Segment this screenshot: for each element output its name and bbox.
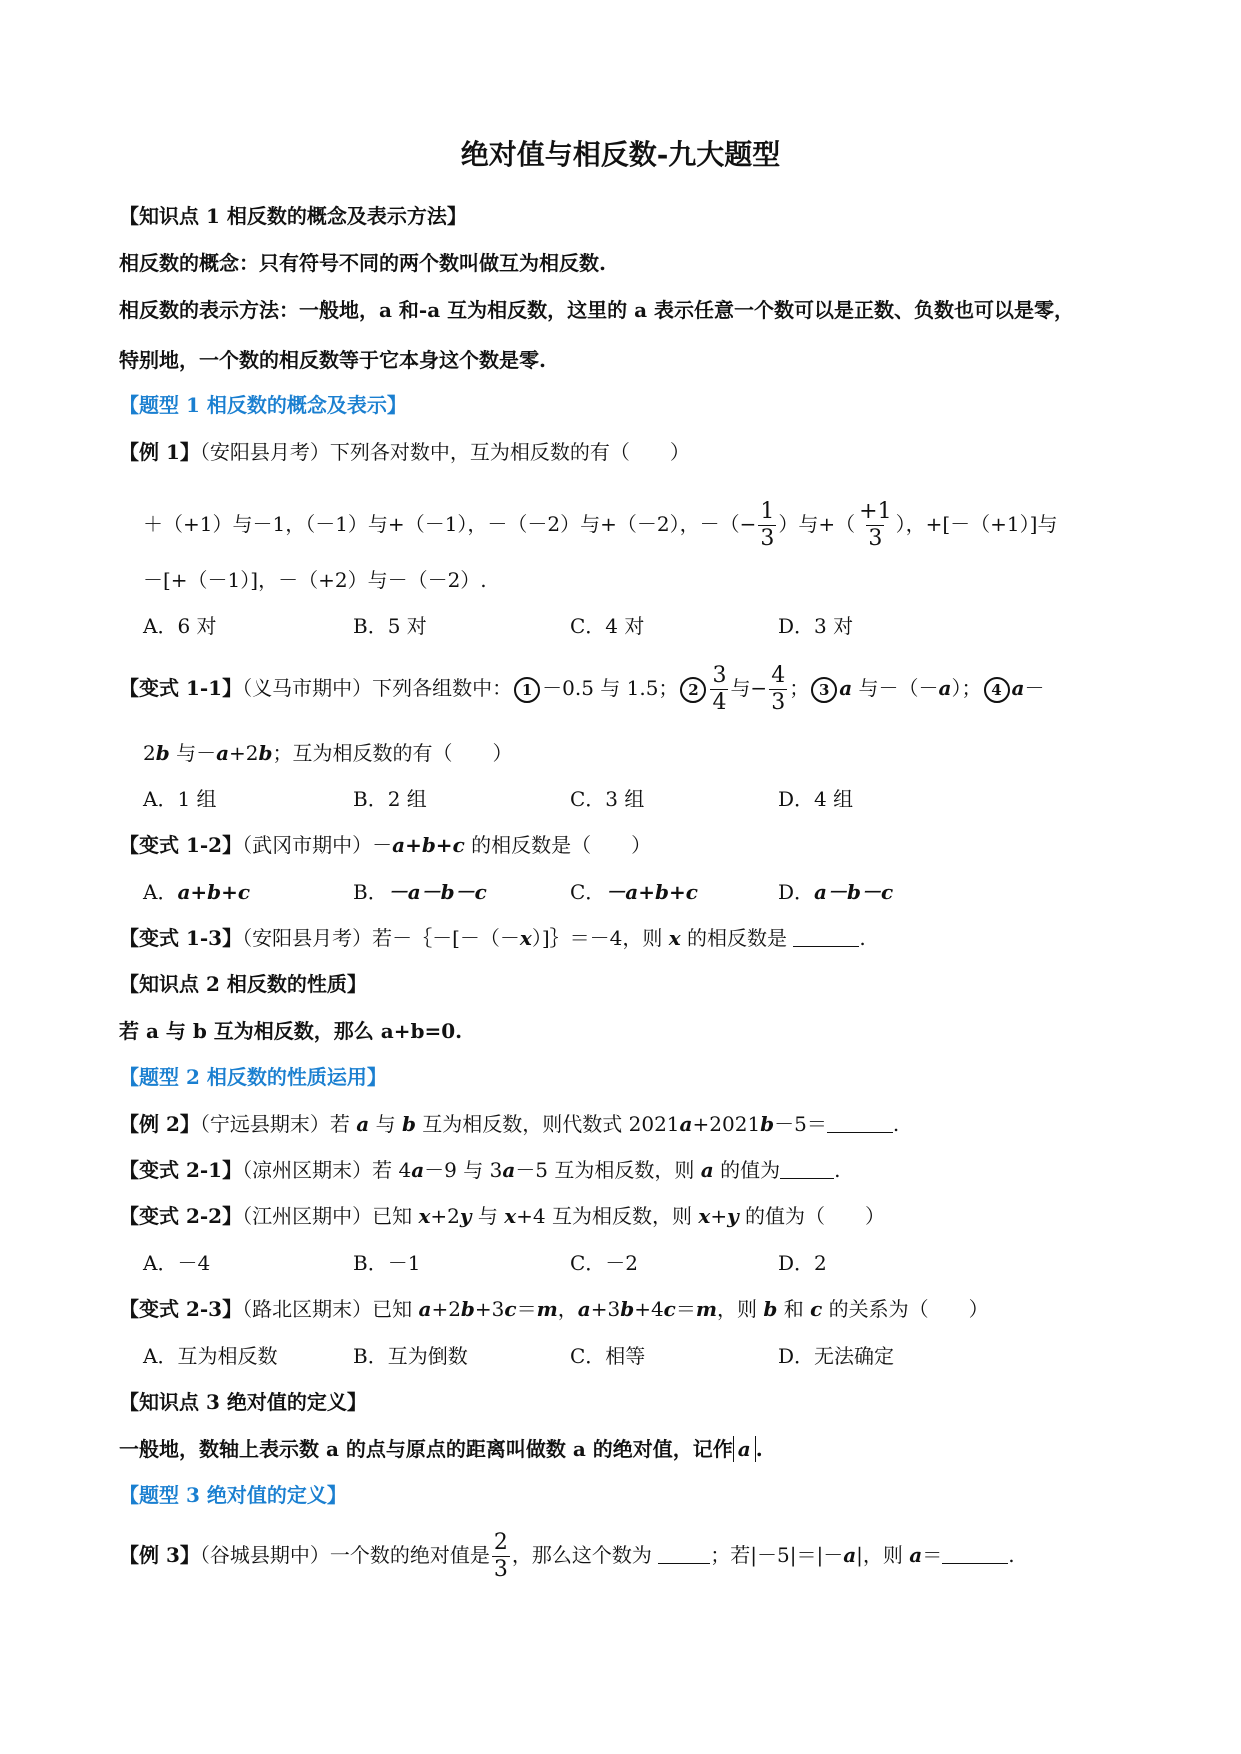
question-type-heading-3: 【题型 3 绝对值的定义】	[119, 1483, 347, 1507]
circled-number: 1	[514, 677, 540, 703]
absolute-value: a	[733, 1436, 756, 1462]
option-d: D．无法确定	[778, 1344, 895, 1368]
example-1-sequence	[143, 494, 1057, 554]
option-b: B．5 对	[353, 614, 427, 638]
knowledge-text: 相反数的概念：只有符号不同的两个数叫做互为相反数.	[119, 251, 606, 275]
example-1	[119, 440, 690, 464]
answer-blank[interactable]	[942, 1545, 1008, 1564]
answer-blank[interactable]	[658, 1545, 710, 1564]
variant-text: 与−	[730, 676, 768, 700]
variant-2-2: 【变式 2-2】（江州区期中）已知 x+2y 与 x+4 互为相反数，则 x+y 的值为（ ）	[119, 1204, 886, 1228]
question-type-heading-2: 【题型 2 相反数的性质运用】	[119, 1065, 387, 1089]
example-label: 【例 1】	[119, 440, 200, 464]
variable: a	[839, 676, 853, 700]
variant-text: ）；	[951, 676, 982, 700]
variant-text: （义马市期中）下列各组数中：	[242, 676, 513, 700]
option-d: D．a－b－c	[778, 880, 894, 904]
option-b: B．互为倒数	[353, 1344, 468, 1368]
knowledge-text: 一般地，数轴上表示数 a 的点与原点的距离叫做数 a 的绝对值，记作 a .	[119, 1437, 763, 1461]
knowledge-text: 若 a 与 b 互为相反数，那么 a+b=0.	[119, 1019, 463, 1043]
question-type-heading-1: 【题型 1 相反数的概念及表示】	[119, 393, 407, 417]
variant-2-1: 【变式 2-1】（凉州区期末）若 4a－9 与 3a－5 互为相反数，则 a 的值为 .	[119, 1158, 841, 1182]
option-d: D．4 组	[778, 787, 854, 811]
option-b: B．2 组	[353, 787, 427, 811]
fraction: $\frac{1}{3}$	[760, 499, 775, 551]
option-a: A．a+b+c	[143, 880, 251, 904]
option-c: C．－a+b+c	[570, 880, 698, 904]
fraction: $\frac{2}{3}$	[493, 1530, 508, 1582]
fraction: $\frac{+1}{3}$	[859, 499, 892, 551]
example-text: （安阳县月考）下列各对数中，互为相反数的有（ ）	[199, 440, 690, 464]
option-c: C．3 组	[570, 787, 645, 811]
knowledge-text: 特别地，一个数的相反数等于它本身这个数是零.	[119, 348, 546, 372]
option-c: C．相等	[570, 1344, 646, 1368]
variant-1-1-cont: 2b 与－a+2b；互为相反数的有（ ）	[143, 741, 513, 765]
answer-blank[interactable]	[827, 1114, 893, 1133]
option-a: A．互为相反数	[143, 1344, 278, 1368]
variable: a	[1011, 676, 1025, 700]
variant-2-3: 【变式 2-3】（路北区期末）已知 a+2b+3c＝m，a+3b+4c＝m，则 b 和 c 的关系为（ ）	[119, 1297, 989, 1321]
answer-blank[interactable]	[780, 1160, 834, 1179]
variant-1-3: 【变式 1-3】（安阳县月考）若－｛－[－（－x）]｝＝－4，则 x 的相反数是 .	[119, 926, 866, 950]
variant-text: －	[1024, 676, 1045, 700]
circled-number: 4	[984, 677, 1010, 703]
answer-blank[interactable]	[793, 928, 859, 947]
example-3: 【例 3】（谷城县期中）一个数的绝对值是 $\frac{2}{3}$ ，那么这个数为 ；若|－5|＝|－a|，则 a＝ .	[119, 1530, 1015, 1582]
circled-number: 2	[680, 677, 706, 703]
option-d: D．2	[778, 1251, 827, 1275]
option-c: C．4 对	[570, 614, 645, 638]
variable: a	[938, 676, 952, 700]
variant-label: 【变式 1-1】	[119, 676, 243, 700]
sequence-text: ）与+（	[778, 512, 856, 536]
fraction: $\frac{4}{3}$	[771, 663, 786, 715]
knowledge-heading-3: 【知识点 3 绝对值的定义】	[119, 1390, 367, 1414]
knowledge-heading-1: 【知识点 1 相反数的概念及表示方法】	[119, 204, 467, 228]
example-1-sequence-cont: －[+（－1）]，－（+2）与－（－2）.	[143, 568, 487, 592]
variant-1-2: 【变式 1-2】（武冈市期中）－a+b+c 的相反数是（ ）	[119, 833, 652, 857]
variant-1-1	[119, 658, 1044, 718]
variant-text: －0.5 与 1.5；	[542, 676, 679, 700]
page-title: 绝对值与相反数-九大题型	[460, 138, 781, 171]
sequence-text: ），+[－（+1）]与	[895, 512, 1058, 536]
minus-sign: −	[739, 512, 757, 536]
knowledge-heading-2: 【知识点 2 相反数的性质】	[119, 972, 367, 996]
option-a: A．－4	[143, 1251, 211, 1275]
option-d: D．3 对	[778, 614, 854, 638]
option-a: A．1 组	[143, 787, 217, 811]
option-c: C．－2	[570, 1251, 639, 1275]
knowledge-text: 相反数的表示方法：一般地，a 和-a 互为相反数，这里的 a 表示任意一个数可以是正数、负数也可以是零，	[119, 298, 1075, 322]
variant-text: 与－（－	[852, 676, 939, 700]
example-2: 【例 2】（宁远县期末）若 a 与 b 互为相反数，则代数式 2021a+2021b－5＝ .	[119, 1112, 900, 1136]
option-b: B．－a－b－c	[353, 880, 487, 904]
sequence-text: ＋（+1）与－1，（－1）与+（－1），－（－2）与+（－2），－（	[143, 512, 740, 536]
option-b: B．－1	[353, 1251, 421, 1275]
fraction: $\frac{3}{4}$	[712, 663, 727, 715]
circled-number: 3	[811, 677, 837, 703]
variant-text: ；	[789, 676, 810, 700]
option-a: A．6 对	[143, 614, 217, 638]
